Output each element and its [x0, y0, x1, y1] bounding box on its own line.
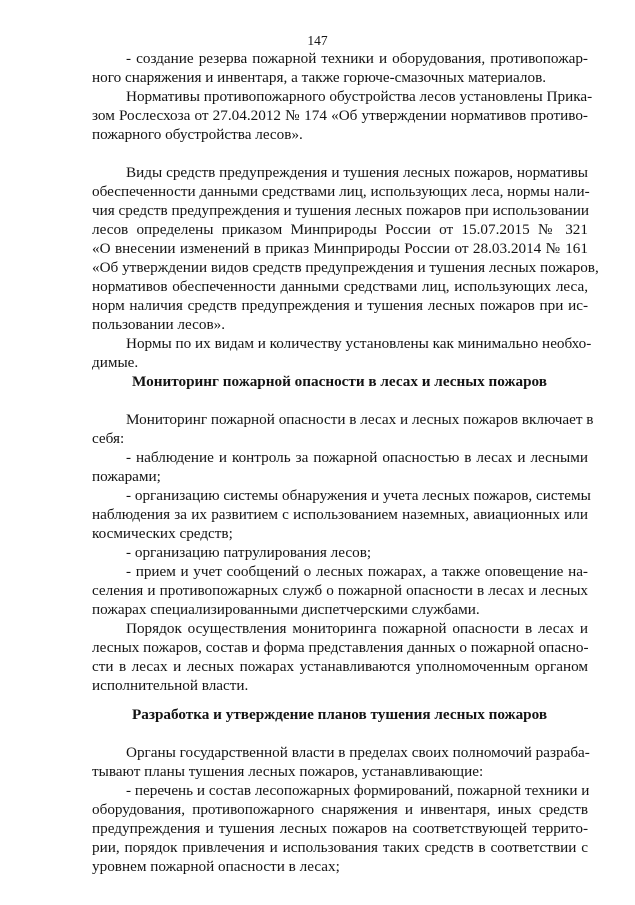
- page-number: 147: [307, 33, 328, 48]
- text-line: - прием и учет сообщений о лесных пожарах, а также оповещение на-: [126, 563, 588, 580]
- text-line: зом Рослесхоза от 27.04.2012 № 174 «Об утверждении нормативов противо-: [92, 107, 588, 124]
- text-line: Мониторинг пожарной опасности в лесах и лесных пожаров включает в: [126, 411, 594, 428]
- text-line: Нормативы противопожарного обустройства лесов установлены Прика-: [126, 88, 593, 105]
- text-line: пожарах специализированными диспетчерскими службами.: [92, 601, 480, 618]
- text-line: - наблюдение и контроль за пожарной опасностью в лесах и лесными: [126, 449, 588, 466]
- text-line: космических средств;: [92, 525, 233, 542]
- text-line: Органы государственной власти в пределах своих полномочий разраба-: [126, 744, 590, 761]
- text-line: Нормы по их видам и количеству установлены как минимально необхо-: [126, 335, 592, 352]
- text-line: лесов определены приказом Минприроды России от 15.07.2015 № 321: [92, 221, 588, 238]
- text-line: чия средств предупреждения и тушения лесных пожаров при использовании: [92, 202, 590, 219]
- text-line: рии, порядок привлечения и использования таких средств в соответствии с: [92, 839, 588, 856]
- text-line: обеспеченности данными средствами лиц, использующих леса, нормы нали-: [92, 183, 590, 200]
- text-line: нормативов обеспеченности данными средствами лиц, использующих леса,: [92, 278, 588, 295]
- text-line: «О внесении изменений в приказ Минприроды России от 28.03.2014 № 161: [92, 240, 588, 257]
- text-line: наблюдения за их развитием с использованием наземных, авиационных или: [92, 506, 588, 523]
- text-line: лесных пожаров, состав и форма представления данных о пожарной опасно-: [92, 639, 589, 656]
- text-line: оборудования, противопожарного снаряжения и инвентаря, иных средств: [92, 801, 588, 818]
- text-line: ного снаряжения и инвентаря, а также горюче-смазочных материалов.: [92, 69, 547, 86]
- text-line: пользовании лесов».: [92, 316, 226, 333]
- text-line: - организацию патрулирования лесов;: [126, 544, 372, 561]
- text-line: - организацию системы обнаружения и учета лесных пожаров, системы: [126, 487, 591, 504]
- text-line: норм наличия средств предупреждения и тушения лесных пожаров при ис-: [92, 297, 588, 314]
- text-line: тывают планы тушения лесных пожаров, устанавливающие:: [92, 763, 484, 780]
- text-line: пожарами;: [92, 468, 161, 485]
- text-line: Виды средств предупреждения и тушения лесных пожаров, нормативы: [126, 164, 588, 181]
- text-line: пожарного обустройства лесов».: [92, 126, 303, 143]
- text-line: Порядок осуществления мониторинга пожарной опасности в лесах и: [126, 620, 588, 637]
- text-line: предупреждения и тушения лесных пожаров на соответствующей террито-: [92, 820, 588, 837]
- section-heading: Мониторинг пожарной опасности в лесах и лесных пожаров: [132, 373, 547, 390]
- text-line: «Об утверждении видов средств предупреждения и тушения лесных пожаров,: [92, 259, 599, 276]
- text-line: сти в лесах и лесных пожарах устанавливаются уполномоченным органом: [92, 658, 588, 675]
- text-line: исполнительной власти.: [92, 677, 249, 694]
- text-line: себя:: [92, 430, 125, 447]
- text-line: димые.: [92, 354, 139, 371]
- text-line: - перечень и состав лесопожарных формирований, пожарной техники и: [126, 782, 590, 799]
- text-line: селения и противопожарных служб о пожарной опасности в лесах и лесных: [92, 582, 588, 599]
- section-heading: Разработка и утверждение планов тушения лесных пожаров: [132, 706, 548, 723]
- text-line: уровнем пожарной опасности в лесах;: [92, 858, 340, 875]
- text-line: - создание резерва пожарной техники и оборудования, противопожар-: [126, 50, 588, 67]
